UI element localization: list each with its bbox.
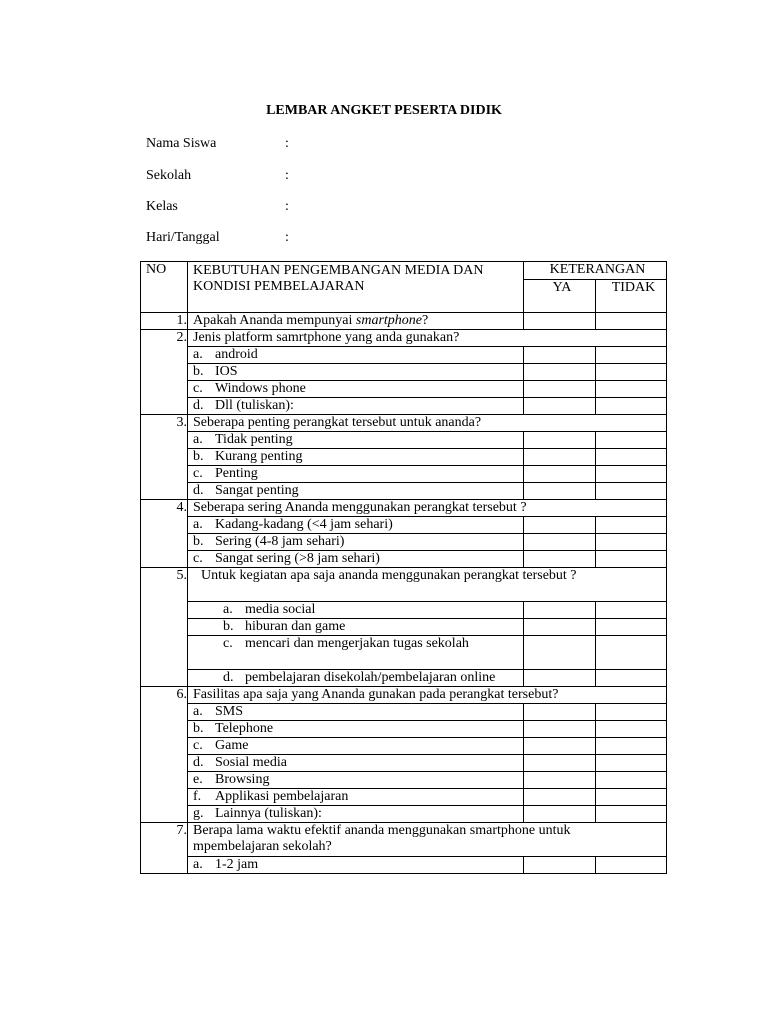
field-label: Kelas xyxy=(146,199,178,214)
option-text: Sosial media xyxy=(215,755,287,770)
option-letter: a. xyxy=(193,432,203,447)
question-text: Jenis platform samrtphone yang anda gunakan? xyxy=(188,330,667,347)
answer-tidak-cell[interactable] xyxy=(596,619,667,636)
answer-ya-cell[interactable] xyxy=(524,432,596,449)
option-text: Lainnya (tuliskan): xyxy=(215,806,322,821)
option-letter: f. xyxy=(193,789,202,804)
answer-tidak-cell[interactable] xyxy=(596,466,667,483)
header-need xyxy=(188,262,524,313)
field-label: Sekolah xyxy=(146,168,192,183)
answer-tidak-cell[interactable] xyxy=(596,670,667,687)
option-cell xyxy=(188,857,524,874)
answer-tidak-cell[interactable] xyxy=(596,432,667,449)
option-cell xyxy=(188,483,524,500)
answer-ya-cell[interactable] xyxy=(524,449,596,466)
answer-tidak-cell[interactable] xyxy=(596,313,667,330)
option-text: Penting xyxy=(215,466,258,481)
option-text: Telephone xyxy=(215,721,274,736)
header-ya: YA xyxy=(524,280,596,313)
option-cell xyxy=(188,619,524,636)
answer-tidak-cell[interactable] xyxy=(596,483,667,500)
option-letter: b. xyxy=(193,721,204,736)
option-cell xyxy=(188,721,524,738)
option-cell xyxy=(188,789,524,806)
option-cell xyxy=(188,704,524,721)
answer-ya-cell[interactable] xyxy=(524,517,596,534)
question-number: 5. xyxy=(141,568,188,687)
option-text: Sering (4-8 jam sehari) xyxy=(215,534,345,549)
option-text: IOS xyxy=(215,364,238,379)
answer-ya-cell[interactable] xyxy=(524,755,596,772)
header-keterangan: KETERANGAN xyxy=(524,262,667,280)
option-row xyxy=(141,347,667,364)
answer-ya-cell[interactable] xyxy=(524,364,596,381)
option-text: Dll (tuliskan): xyxy=(215,398,294,413)
option-letter: c. xyxy=(193,551,203,566)
answer-tidak-cell[interactable] xyxy=(596,517,667,534)
option-text: Applikasi pembelajaran xyxy=(215,789,349,804)
option-text: Sangat sering (>8 jam sehari) xyxy=(215,551,380,566)
answer-tidak-cell[interactable] xyxy=(596,789,667,806)
answer-ya-cell[interactable] xyxy=(524,602,596,619)
option-row xyxy=(141,857,667,874)
answer-tidak-cell[interactable] xyxy=(596,449,667,466)
field-colon: : xyxy=(285,230,289,245)
answer-ya-cell[interactable] xyxy=(524,619,596,636)
header-tidak: TIDAK xyxy=(596,280,667,313)
answer-tidak-cell[interactable] xyxy=(596,347,667,364)
option-letter: c. xyxy=(193,466,203,481)
field-colon: : xyxy=(285,136,289,151)
option-row xyxy=(141,551,667,568)
option-row xyxy=(141,364,667,381)
option-letter: d. xyxy=(193,398,204,413)
option-letter: d. xyxy=(193,483,204,498)
option-row xyxy=(141,772,667,789)
answer-ya-cell[interactable] xyxy=(524,534,596,551)
question-number: 3. xyxy=(141,415,188,500)
answer-tidak-cell[interactable] xyxy=(596,551,667,568)
option-row xyxy=(141,806,667,823)
option-text: Tidak penting xyxy=(215,432,293,447)
table-row xyxy=(141,687,667,704)
answer-tidak-cell[interactable] xyxy=(596,636,667,670)
field-colon: : xyxy=(285,168,289,183)
option-text: Browsing xyxy=(215,772,270,787)
field-sekolah xyxy=(146,168,289,184)
option-letter: a. xyxy=(193,347,203,362)
answer-tidak-cell[interactable] xyxy=(596,721,667,738)
option-letter: a. xyxy=(193,704,203,719)
option-row xyxy=(141,755,667,772)
answer-ya-cell[interactable] xyxy=(524,398,596,415)
question-text xyxy=(188,568,667,602)
question-text-content: Untuk kegiatan apa saja ananda menggunakan perangkat tersebut ? xyxy=(201,568,577,583)
answer-ya-cell[interactable] xyxy=(524,704,596,721)
answer-tidak-cell[interactable] xyxy=(596,534,667,551)
question-text xyxy=(188,823,667,857)
question-number: 2. xyxy=(141,330,188,415)
field-nama-siswa xyxy=(146,136,289,152)
option-cell xyxy=(188,551,524,568)
option-letter: c. xyxy=(193,738,203,753)
option-cell xyxy=(188,398,524,415)
answer-ya-cell[interactable] xyxy=(524,347,596,364)
table-row xyxy=(141,415,667,432)
header-need-line1: KEBUTUHAN PENGEMBANGAN MEDIA DAN xyxy=(193,263,484,278)
option-cell xyxy=(188,347,524,364)
header-no: NO xyxy=(141,262,188,313)
answer-ya-cell[interactable] xyxy=(524,381,596,398)
question-number: 1. xyxy=(141,313,188,330)
option-cell xyxy=(188,806,524,823)
answer-tidak-cell[interactable] xyxy=(596,381,667,398)
option-letter: c. xyxy=(193,381,203,396)
option-row xyxy=(141,789,667,806)
option-text: pembelajaran disekolah/pembelajaran online xyxy=(245,670,496,685)
option-row xyxy=(141,619,667,636)
table-row xyxy=(141,313,667,330)
option-text: hiburan dan game xyxy=(245,619,346,634)
option-row xyxy=(141,381,667,398)
option-cell xyxy=(188,432,524,449)
option-row xyxy=(141,704,667,721)
question-text: Seberapa penting perangkat tersebut untuk ananda? xyxy=(188,415,667,432)
option-text: media social xyxy=(245,602,316,617)
answer-tidak-cell[interactable] xyxy=(596,704,667,721)
option-cell xyxy=(188,755,524,772)
option-letter: a. xyxy=(223,602,233,617)
answer-ya-cell[interactable] xyxy=(524,483,596,500)
answer-tidak-cell[interactable] xyxy=(596,772,667,789)
question-text-line2: mpembelajaran sekolah? xyxy=(193,839,332,854)
option-letter: b. xyxy=(193,534,204,549)
question-text xyxy=(188,313,524,330)
option-letter: d. xyxy=(193,755,204,770)
questionnaire-table xyxy=(140,261,667,874)
table-row xyxy=(141,568,667,602)
option-text: SMS xyxy=(215,704,244,719)
option-cell xyxy=(188,636,524,670)
table-row xyxy=(141,330,667,347)
option-text: mencari dan mengerjakan tugas sekolah xyxy=(245,636,469,651)
question-text: Seberapa sering Ananda menggunakan perangkat tersebut ? xyxy=(188,500,667,517)
option-row xyxy=(141,398,667,415)
option-row xyxy=(141,602,667,619)
answer-tidak-cell[interactable] xyxy=(596,364,667,381)
option-letter: a. xyxy=(193,517,203,532)
option-letter: e. xyxy=(193,772,203,787)
option-letter: b. xyxy=(193,364,204,379)
option-row xyxy=(141,449,667,466)
option-row xyxy=(141,738,667,755)
question-text-part: Apakah Ananda mempunyai xyxy=(193,313,356,328)
option-row xyxy=(141,466,667,483)
option-cell xyxy=(188,449,524,466)
answer-tidak-cell[interactable] xyxy=(596,398,667,415)
option-cell xyxy=(188,738,524,755)
option-text: android xyxy=(215,347,258,362)
answer-tidak-cell[interactable] xyxy=(596,806,667,823)
table-row xyxy=(141,500,667,517)
answer-ya-cell[interactable] xyxy=(524,738,596,755)
option-letter: b. xyxy=(223,619,234,634)
question-text: Fasilitas apa saja yang Ananda gunakan pada perangkat tersebut? xyxy=(188,687,667,704)
question-text-part: ? xyxy=(422,313,429,328)
option-text: Windows phone xyxy=(215,381,306,396)
option-cell xyxy=(188,602,524,619)
option-letter: b. xyxy=(193,449,204,464)
header-need-line2: KONDISI PEMBELAJARAN xyxy=(193,279,365,294)
answer-ya-cell[interactable] xyxy=(524,551,596,568)
answer-tidak-cell[interactable] xyxy=(596,602,667,619)
field-kelas xyxy=(146,199,289,215)
option-row xyxy=(141,517,667,534)
option-text: 1-2 jam xyxy=(215,857,259,872)
question-number: 7. xyxy=(141,823,188,874)
table-row xyxy=(141,823,667,857)
field-hari-tanggal xyxy=(146,230,289,246)
option-text: Sangat penting xyxy=(215,483,299,498)
option-cell xyxy=(188,466,524,483)
option-row xyxy=(141,534,667,551)
option-cell xyxy=(188,772,524,789)
question-number: 4. xyxy=(141,500,188,568)
field-label: Nama Siswa xyxy=(146,136,217,151)
field-label: Hari/Tanggal xyxy=(146,230,220,245)
answer-tidak-cell[interactable] xyxy=(596,738,667,755)
answer-ya-cell[interactable] xyxy=(524,466,596,483)
option-text: Game xyxy=(215,738,249,753)
option-cell xyxy=(188,670,524,687)
option-row xyxy=(141,636,667,670)
option-row xyxy=(141,432,667,449)
answer-ya-cell[interactable] xyxy=(524,313,596,330)
option-letter: c. xyxy=(223,636,233,651)
answer-ya-cell[interactable] xyxy=(524,670,596,687)
answer-ya-cell[interactable] xyxy=(524,806,596,823)
document-title: LEMBAR ANGKET PESERTA DIDIK xyxy=(266,103,502,118)
question-text-line1: Berapa lama waktu efektif ananda menggunakan smartphone untuk xyxy=(193,823,571,838)
answer-tidak-cell[interactable] xyxy=(596,857,667,874)
question-text-emphasis: smartphone xyxy=(355,313,423,328)
option-cell xyxy=(188,517,524,534)
answer-ya-cell[interactable] xyxy=(524,857,596,874)
option-letter: a. xyxy=(193,857,203,872)
answer-ya-cell[interactable] xyxy=(524,721,596,738)
answer-tidak-cell[interactable] xyxy=(596,755,667,772)
option-row xyxy=(141,670,667,687)
option-text: Kadang-kadang (<4 jam sehari) xyxy=(215,517,393,532)
option-row xyxy=(141,483,667,500)
option-row xyxy=(141,721,667,738)
question-number: 6. xyxy=(141,687,188,823)
answer-ya-cell[interactable] xyxy=(524,636,596,670)
answer-ya-cell[interactable] xyxy=(524,789,596,806)
option-cell xyxy=(188,364,524,381)
option-letter: g. xyxy=(193,806,204,821)
field-colon: : xyxy=(285,199,289,214)
option-letter: d. xyxy=(223,670,234,685)
option-cell xyxy=(188,381,524,398)
option-text: Kurang penting xyxy=(215,449,303,464)
option-cell xyxy=(188,534,524,551)
answer-ya-cell[interactable] xyxy=(524,772,596,789)
